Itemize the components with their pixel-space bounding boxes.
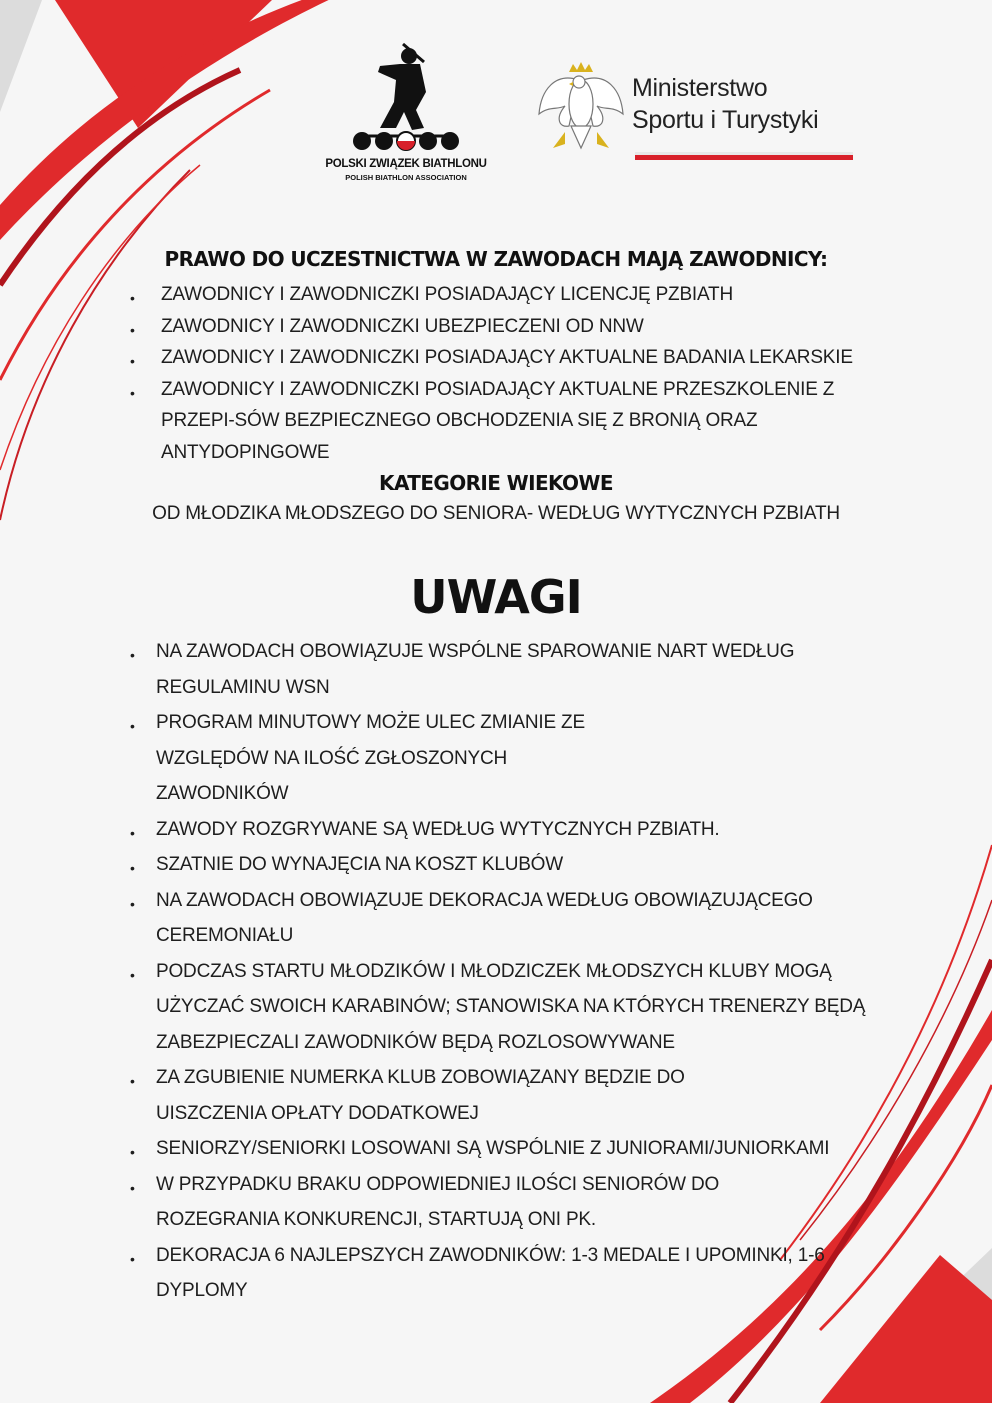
bullet-icon: •	[130, 1250, 135, 1267]
bullet-icon: •	[130, 718, 135, 734]
list-item: • ZAWODNICY I ZAWODNICZKI POSIADAJĄCY AKTUALNE BADANIA LEKARSKIE	[0, 342, 861, 374]
list-item: • PODCZAS STARTU MŁODZIKÓW I MŁODZICZEK MŁODSZYCH KLUBY MOGĄ UŻYCZAĆ SWOICH KARABINÓW; STANOWISKA NA KTÓRYCH TRENERZY BĘDĄ ZABEZPIECZALI ZAWODNIKÓW BĘDĄ ROZLOSOWYWANE	[0, 954, 896, 1061]
list-item: • NA ZAWODACH OBOWIĄZUJE DEKORACJA WEDŁUG OBOWIĄZUJĄCEGO CEREMONIAŁU	[0, 883, 896, 954]
eligibility-heading: PRAWO DO UCZESTNICTWA W ZAWODACH MAJĄ ZAWODNICY:	[164, 247, 828, 271]
list-item: • DEKORACJA 6 NAJLEPSZYCH ZAWODNIKÓW: 1-3 MEDALE I UPOMINKI, 1-6 DYPLOMY	[0, 1238, 896, 1309]
pzbiath-logo	[308, 40, 504, 190]
bullet-icon: •	[130, 895, 135, 912]
eagle-emblem-icon	[535, 62, 625, 162]
bullet-icon: •	[130, 353, 135, 369]
list-item: • SENIORZY/SENIORKI LOSOWANI SĄ WSPÓLNIE Z JUNIORAMI/JUNIORKAMI	[0, 1131, 896, 1167]
ministry-name-line1: Ministerstwo	[632, 74, 768, 102]
list-item: • ZAWODNICY I ZAWODNICZKI POSIADAJĄCY LICENCJĘ PZBIATH	[0, 279, 861, 311]
bullet-icon: •	[130, 647, 135, 663]
ministry-logo	[535, 62, 865, 172]
list-item: • ZAWODNICY I ZAWODNICZKI UBEZPIECZENI OD NNW	[0, 311, 861, 343]
bullet-icon: •	[130, 384, 135, 401]
list-item: • ZAWODY ROZGRYWANE SĄ WEDŁUG WYTYCZNYCH PZBIATH.	[0, 812, 896, 848]
list-item: • ZAWODNICY I ZAWODNICZKI POSIADAJĄCY AKTUALNE PRZESZKOLENIE Z PRZEPI-SÓW BEZPIECZNEGO OBCHODZENIA SIĘ Z BRONIĄ ORAZ ANTYDOPINGOWE	[130, 378, 835, 463]
list-item: • ZA ZGUBIENIE NUMERKA KLUB ZOBOWIĄZANY BĘDZIE DO UISZCZENIA OPŁATY DODATKOWEJ	[0, 1060, 736, 1131]
bullet-icon: •	[130, 321, 135, 338]
flag-stripe	[635, 152, 853, 160]
bullet-icon: •	[130, 1179, 135, 1196]
pzb-subtitle: POLISH BIATHLON ASSOCIATION	[345, 173, 467, 182]
bullet-icon: •	[130, 824, 135, 841]
pzb-name: POLSKI ZWIĄZEK BIATHLONU	[325, 158, 487, 170]
eligibility-list	[0, 279, 861, 468]
bullet-icon: •	[130, 966, 135, 983]
list-item: • W PRZYPADKU BRAKU ODPOWIEDNIEJ ILOŚCI SENIORÓW DO ROZEGRANIA KONKURENCJI, STARTUJĄ ONI PK.	[0, 1167, 776, 1238]
list-item: • NA ZAWODACH OBOWIĄZUJE WSPÓLNE SPAROWANIE NART WEDŁUG REGULAMINU WSN	[0, 634, 896, 705]
bullet-icon: •	[130, 860, 135, 876]
age-categories-text: OD MŁODZIKA MŁODSZEGO DO SENIORA- WEDŁUG WYTYCZNYCH PZBIATH	[152, 503, 840, 524]
list-item: • SZATNIE DO WYNAJĘCIA NA KOSZT KLUBÓW	[0, 847, 896, 883]
ministry-name-line2: Sportu i Turystyki	[632, 106, 819, 134]
biathlete-icon	[308, 40, 504, 160]
notes-heading: UWAGI	[410, 570, 582, 624]
bullet-icon: •	[130, 1144, 135, 1160]
bullet-icon: •	[130, 290, 135, 306]
notes-list	[0, 634, 896, 1309]
bullet-icon: •	[130, 1073, 135, 1089]
list-item: • PROGRAM MINUTOWY MOŻE ULEC ZMIANIE ZE WZGLĘDÓW NA ILOŚĆ ZGŁOSZONYCH ZAWODNIKÓW	[0, 705, 636, 812]
age-categories-heading: KATEGORIE WIEKOWE	[379, 471, 613, 495]
